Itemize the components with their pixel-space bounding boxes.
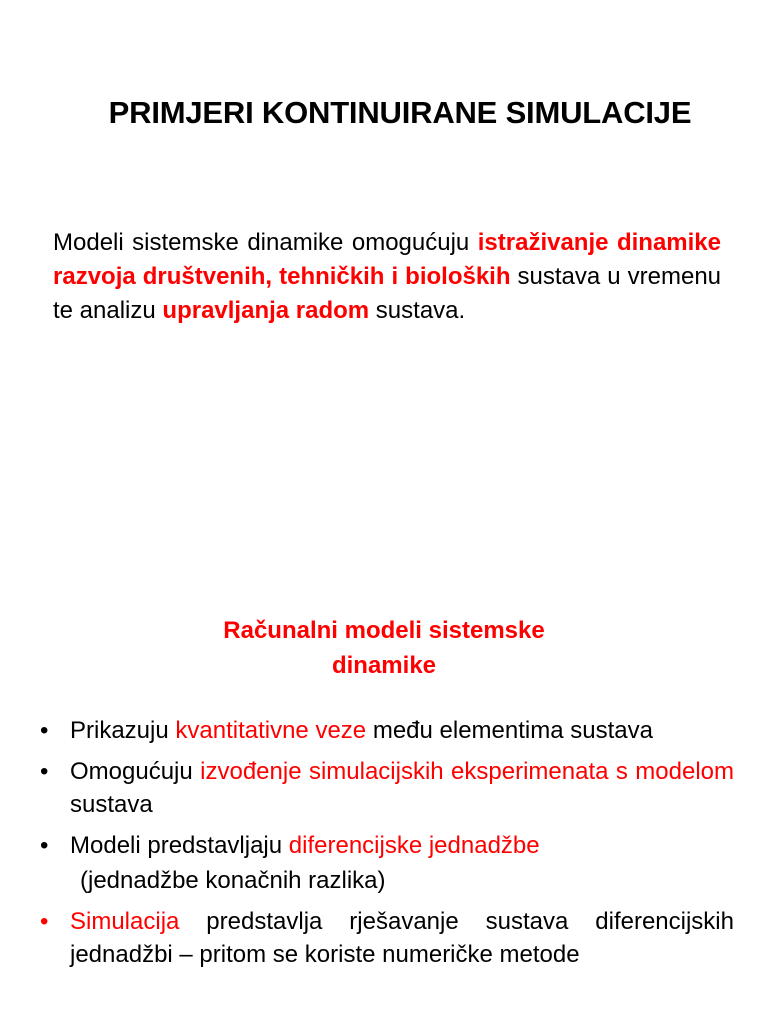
bullet-4-text: predstavlja rješavanje sustava diferencijskih jednadžbi – pritom se koriste numeričke metode [70,908,734,968]
bullet-4-highlight: Simulacija [70,908,180,935]
page-title: PRIMJERI KONTINUIRANE SIMULACIJE [108,95,692,130]
bullet-item-3 [40,829,734,862]
bullet-3-text: Modeli predstavljaju [70,832,289,859]
intro-text-1: Modeli sistemske dinamike omogućuju [53,229,478,256]
subtitle-line-2: dinamike [331,652,437,679]
bullet-item-2 [40,755,734,821]
intro-text-3: sustava. [369,297,466,324]
bullet-icon: • [40,908,49,935]
subtitle-line-1: Računalni modeli sistemske [223,617,545,644]
bullet-icon: • [40,758,49,785]
bullet-list [40,714,734,979]
bullet-3-highlight: diferencijske jednadžbe [288,832,540,859]
section-subtitle [134,613,634,683]
bullet-item-4 [40,905,734,971]
bullet-1-highlight: kvantitativne veze [175,717,367,744]
intro-highlight-1: istraživanje dinamike razvoja društvenih, tehničkih i bioloških [53,229,721,290]
bullet-1-text-end: među elementima sustava [366,717,653,744]
bullet-icon: • [40,717,49,744]
bullet-3-continuation-text: (jednadžbe konačnih razlika) [80,867,386,894]
bullet-2-text: Omogućuju [70,758,201,785]
bullet-2-highlight: izvođenje simulacijskih eksperimenata s modelom [200,758,734,785]
bullet-2-text-end: sustava [70,791,153,818]
intro-text-2: sustava u vremenu te analizu [53,263,722,324]
bullet-1-text: Prikazuju [70,717,176,744]
intro-highlight-2: upravljanja radom [162,297,370,324]
bullet-icon: • [40,832,49,859]
bullet-item-1 [40,714,734,747]
intro-paragraph [53,226,721,328]
bullet-3-continuation [40,864,734,897]
